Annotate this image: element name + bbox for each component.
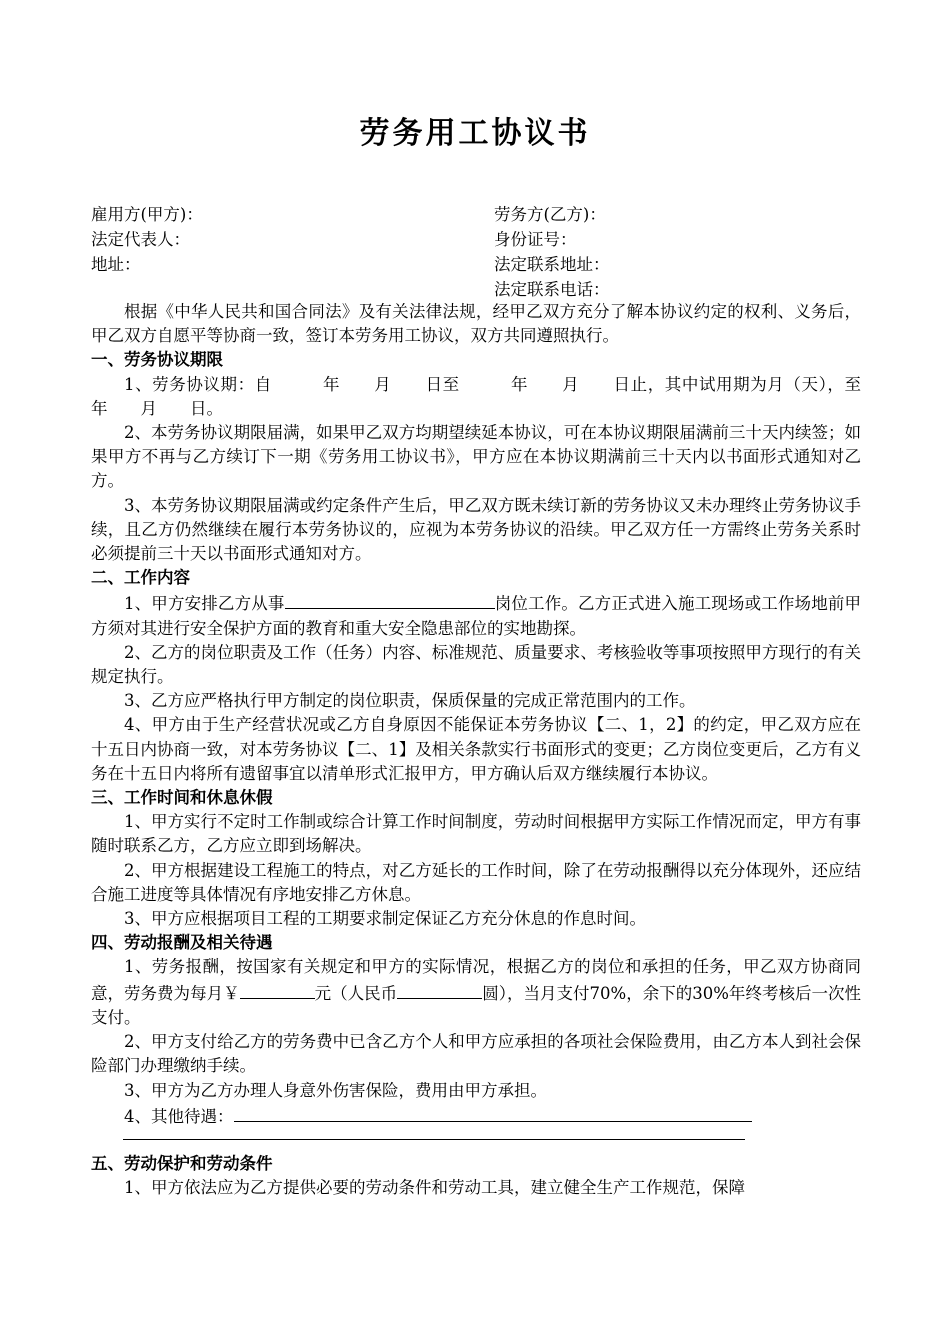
section-3-clause-1: 1、甲方实行不定时工作制或综合计算工作时间制度，劳动时间根据甲方实际工作情况而定，甲方有事随时联系乙方，乙方应立即到场解决。 xyxy=(91,812,861,856)
section-2-clause-2: 2、乙方的岗位职责及工作（任务）内容、标准规范、质量要求、考核验收等事项按照甲方现行的有关规定执行。 xyxy=(91,642,861,687)
clause-text: 1、劳务报酬，按国家有关规定和甲方的实际情况，根据乙方的岗位和承担的任务，甲乙双方协商同意，劳务费为每月￥ xyxy=(91,957,861,1003)
clause-text: 元（人民币 xyxy=(314,983,398,1003)
section-1-clause-1: 1、劳务协议期：自 年 月 日至 年 月 日止，其中试用期为月（天），至 年 月 日。 xyxy=(91,374,911,418)
section-1-heading: 一、劳务协议期限 xyxy=(91,350,223,370)
section-2-heading: 二、工作内容 xyxy=(91,568,190,588)
section-1-clause-3: 3、本劳务协议期限届满或约定条件产生后，甲乙双方既未续订新的劳务协议又未办理终止劳务协议手续，且乙方仍然继续在履行本劳务协议的，应视为本劳务协议的沿续。甲乙双方任一方需终止劳务关系时必须提前三十天以书面形式通知对方。 xyxy=(91,495,861,564)
section-4-clause-2: 2、甲方支付给乙方的劳务费中已含乙方个人和甲方应承担的各项社会保险费用，由乙方本人到社会保险部门办理缴纳手续。 xyxy=(91,1032,861,1076)
document-body xyxy=(91,300,911,1200)
document-title: 劳务用工协议书 xyxy=(359,116,591,151)
section-4-heading: 四、劳动报酬及相关待遇 xyxy=(91,933,273,953)
clause-text: 1、甲方安排乙方从事 xyxy=(124,594,285,614)
address-label: 地址： xyxy=(91,255,141,274)
legal-rep-label: 法定代表人： xyxy=(91,230,190,249)
section-2-clause-3: 3、乙方应严格执行甲方制定的岗位职责，保质保量的完成正常范围内的工作。 xyxy=(124,691,696,711)
employer-label: 雇用方(甲方)： xyxy=(91,205,203,224)
section-5-clause-1: 1、甲方依法应为乙方提供必要的劳动条件和劳动工具，建立健全生产工作规范，保障 xyxy=(124,1178,745,1198)
party-info xyxy=(91,202,871,302)
clause-text: 圆），当月支付70%，余下的30%年终考核后一次性支付。 xyxy=(91,983,862,1027)
clause-text: 岗位工作。乙方正式进入施工现场或工作场地前甲方须对其进行安全保护方面的教育和重大安全隐患部位的实地勘探。 xyxy=(91,594,861,638)
section-2-clause-1 xyxy=(91,590,861,640)
intro-paragraph: 根据《中华人民共和国合同法》及有关法律法规，经甲乙双方充分了解本协议约定的权利、义务后，甲乙双方自愿平等协商一致，签订本劳务用工协议，双方共同遵照执行。 xyxy=(91,302,861,346)
section-2-clause-4: 4、甲方由于生产经营状况或乙方自身原因不能保证本劳务协议【二、1，2】的约定，甲乙双方应在十五日内协商一致，对本劳务协议【二、1】及相关条款实行书面形式的变更；乙方岗位变更后，乙方有义务在十五日内将所有遗留事宜以清单形式汇报甲方，甲方确认后双方继续履行本协议。 xyxy=(91,715,861,783)
contact-phone-label: 法定联系电话： xyxy=(494,280,610,299)
section-4-clause-1 xyxy=(91,955,861,1030)
post-blank-line[interactable] xyxy=(285,590,495,609)
id-number-label: 身份证号： xyxy=(494,230,577,249)
worker-label: 劳务方(乙方)： xyxy=(494,205,606,224)
section-5-heading: 五、劳动保护和劳动条件 xyxy=(91,1153,273,1173)
section-3-heading: 三、工作时间和休息休假 xyxy=(91,788,273,808)
section-4-clause-4 xyxy=(91,1103,861,1129)
section-1-clause-2: 2、本劳务协议期限届满，如果甲乙双方均期望续延本协议，可在本协议期限届满前三十天内续签；如果甲方不再与乙方续订下一期《劳务用工协议书》，甲方应在本协议期满前三十天内以书面形式通知对乙方。 xyxy=(91,423,861,491)
section-3-clause-2: 2、甲方根据建设工程施工的特点，对乙方延长的工作时间，除了在劳动报酬得以充分体现外，还应结合施工进度等具体情况有序地安排乙方休息。 xyxy=(91,860,861,904)
rmb-amount-blank[interactable] xyxy=(397,980,482,999)
section-4-clause-3: 3、甲方为乙方办理人身意外伤害保险，费用由甲方承担。 xyxy=(124,1080,547,1100)
contact-address-label: 法定联系地址： xyxy=(494,255,610,274)
monthly-fee-blank[interactable] xyxy=(240,980,315,999)
other-benefits-blank[interactable] xyxy=(234,1103,752,1122)
clause-text: 4、其他待遇： xyxy=(124,1106,234,1126)
other-benefits-blank-line-2[interactable] xyxy=(123,1129,745,1140)
section-3-clause-3: 3、甲方应根据项目工程的工期要求制定保证乙方充分休息的作息时间。 xyxy=(124,909,646,929)
